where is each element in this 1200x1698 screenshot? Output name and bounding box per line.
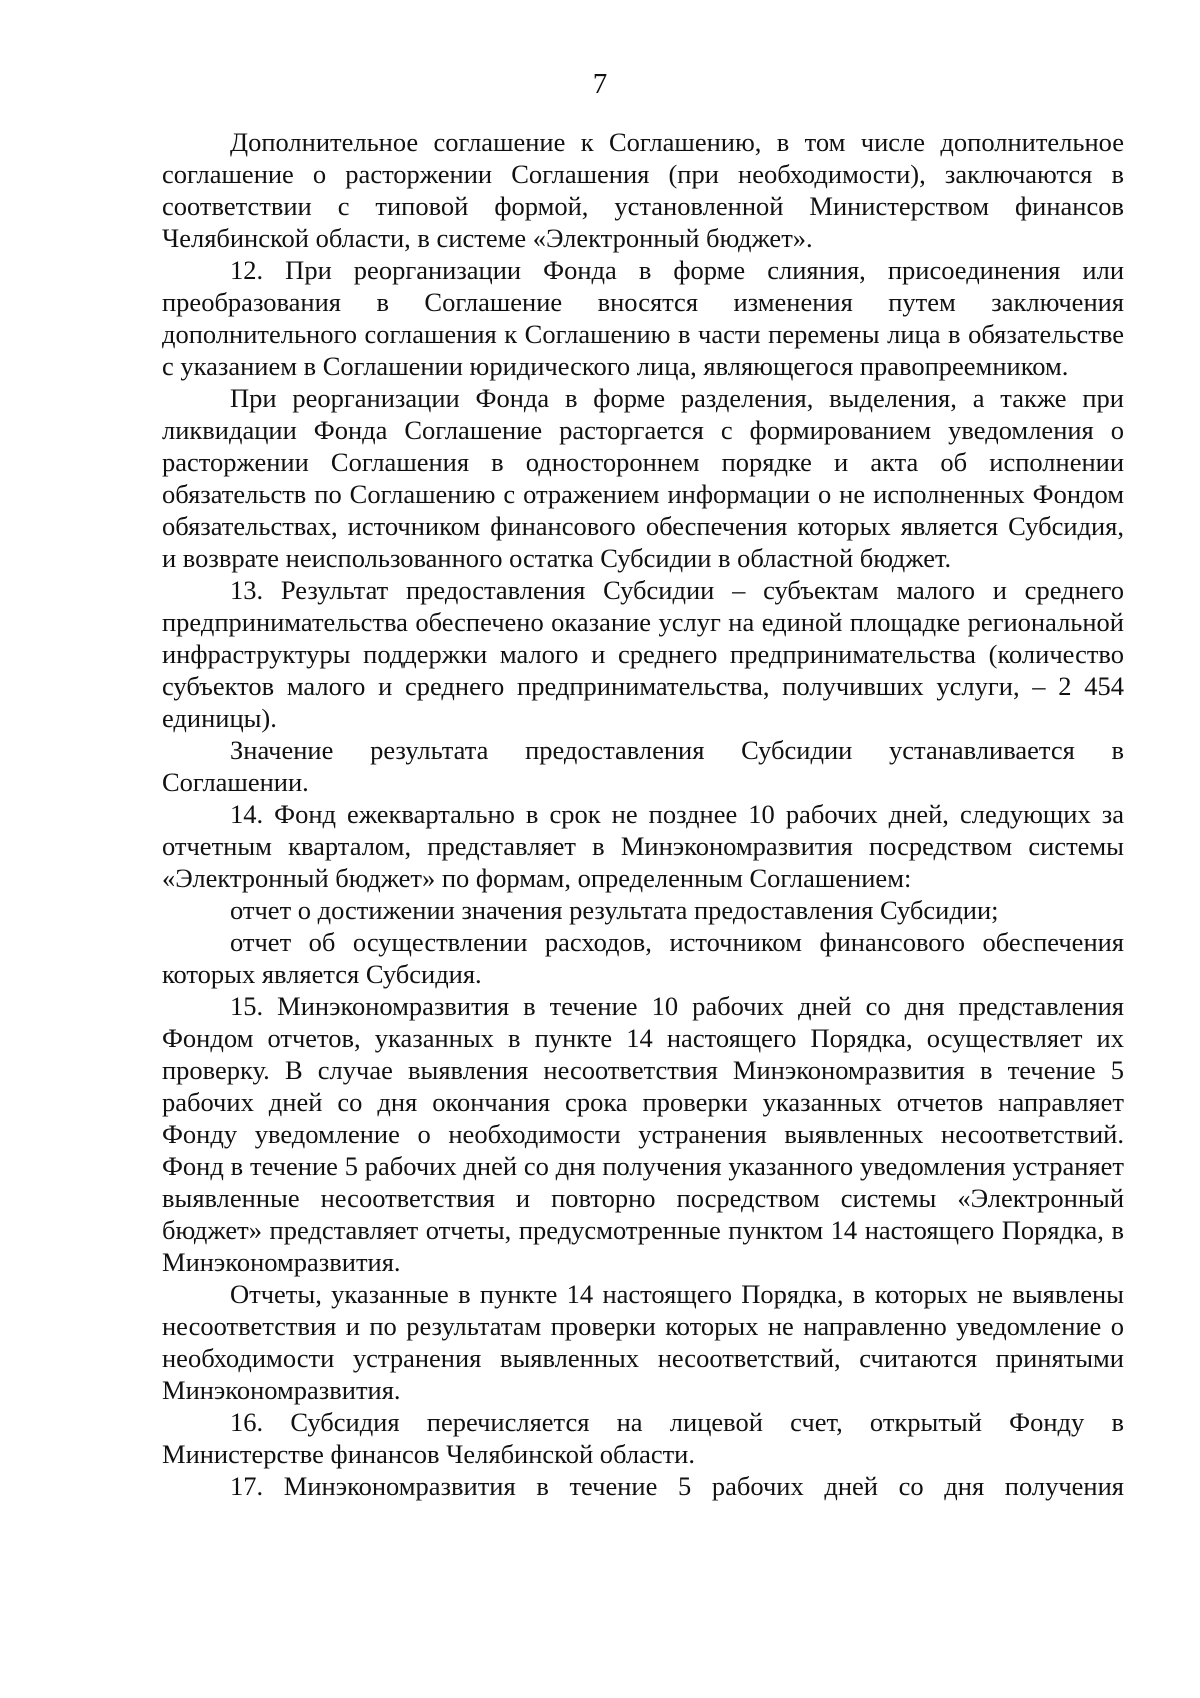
paragraph-reorganization-division: При реорганизации Фонда в форме разделения, выделения, а также при ликвидации Фонда Соглашение расторгается с формированием уведомления о расторжении Соглашения в одностороннем порядке и акта об исполнении обязательств по Соглашению с отражением информации о не исполненных Фондом обязательствах, источником финансового обеспечения которых является Субсидия, и возврате неиспользованного остатка Субсидии в областной бюджет. [162, 383, 1124, 573]
document-body [162, 126, 1124, 1502]
paragraph-13-subsidy-result: 13. Результат предоставления Субсидии – субъектам малого и среднего предпринимательства обеспечено оказание услуг на единой площадке региональной инфраструктуры поддержки малого и среднего предпринимательства (количество субъектов малого и среднего предпринимательства, получивших услуги, – 2 454 единицы). [162, 575, 1124, 733]
paragraph-16-subsidy-transfer: 16. Субсидия перечисляется на лицевой счет, открытый Фонду в Министерстве финансов Челябинской области. [162, 1407, 1124, 1469]
paragraph-result-value: Значение результата предоставления Субсидии устанавливается в Соглашении. [162, 735, 1124, 797]
paragraph-15-report-check: 15. Минэкономразвития в течение 10 рабочих дней со дня представления Фондом отчетов, указанных в пункте 14 настоящего Порядка, осуществляет их проверку. В случае выявления несоответствия Минэкономразвития в течение 5 рабочих дней со дня окончания срока проверки указанных отчетов направляет Фонду уведомление о необходимости устранения выявленных несоответствий. Фонд в течение 5 рабочих дней со дня получения указанного уведомления устраняет выявленные несоответствия и повторно посредством системы «Электронный бюджет» представляет отчеты, предусмотренные пунктом 14 настоящего Порядка, в Минэкономразвития. [162, 991, 1124, 1277]
paragraph-12-reorganization-merger: 12. При реорганизации Фонда в форме слияния, присоединения или преобразования в Соглашение вносятся изменения путем заключения дополнительного соглашения к Соглашению в части перемены лица в обязательстве с указанием в Соглашении юридического лица, являющегося правопреемником. [162, 255, 1124, 381]
list-item-expenses-report: отчет об осуществлении расходов, источником финансового обеспечения которых является Субсидия. [162, 927, 1124, 989]
paragraph-14-quarterly-reports: 14. Фонд ежеквартально в срок не позднее 10 рабочих дней, следующих за отчетным кварталом, представляет в Минэкономразвития посредством системы «Электронный бюджет» по формам, определенным Соглашением: [162, 799, 1124, 893]
paragraph-additional-agreement: Дополнительное соглашение к Соглашению, в том числе дополнительное соглашение о расторжении Соглашения (при необходимости), заключаются в соответствии с типовой формой, установленной Министерством финансов Челябинской области, в системе «Электронный бюджет». [162, 127, 1124, 253]
page-number: 7 [592, 68, 608, 100]
paragraph-17-continued: 17. Минэкономразвития в течение 5 рабочих дней со дня получения [230, 1471, 1124, 1501]
paragraph-reports-accepted: Отчеты, указанные в пункте 14 настоящего Порядка, в которых не выявлены несоответствия и по результатам проверки которых не направленно уведомление о необходимости устранения выявленных несоответствий, считаются принятыми Минэкономразвития. [162, 1279, 1124, 1405]
list-item-result-report: отчет о достижении значения результата предоставления Субсидии; [230, 895, 999, 925]
